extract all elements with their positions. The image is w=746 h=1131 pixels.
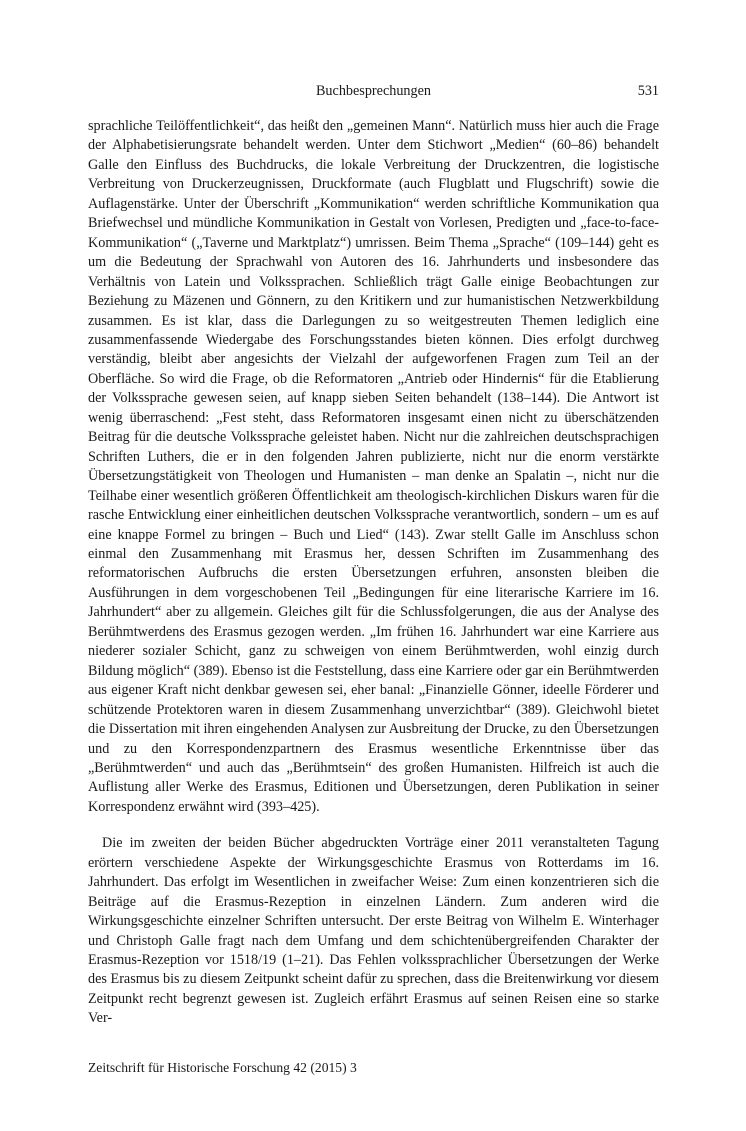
paragraph: Die im zweiten der beiden Bücher abgedruckten Vorträge einer 2011 veranstalteten Tagung erörtern verschiedene Aspekte der Wirkungsgeschichte Erasmus von Rotterdams im 16. Jahrhundert. Das erfolgt im Wesentlichen in zweifacher Weise: Zum einen konzentrieren sich die Beiträge auf die Erasmus-Rezeption in einzelnen Ländern. Zum anderen wird die Wirkungsgeschichte einzelner Schriften untersucht. Der erste Beitrag von Wilhelm E. Winterhager und Christoph Galle fragt nach dem Umfang und dem schichtenübergreifenden Charakter der Erasmus-Rezeption vor 1518/19 (1–21). Das Fehlen volkssprachlicher Übersetzungen der Werke des Erasmus bis zu diesem Zeitpunkt scheint dafür zu sprechen, dass die Breitenwirkung vor diesem Zeitpunkt recht begrenzt gewesen ist. Zugleich erfährt Erasmus auf seinen Reisen eine so starke Ver- — [88, 835, 659, 1027]
body-text — [88, 117, 659, 1029]
paragraph: sprachliche Teilöffentlichkeit“, das heißt den „gemeinen Mann“. Natürlich muss hier auch die Frage der Alphabetisierungsrate behandelt werden. Unter dem Stichwort „Medien“ (60–86) behandelt Galle den Einfluss des Buchdrucks, die lokale Verbreitung der Druckzentren, die logistische Verbreitung von Druckerzeugnissen, Druckformate (auch Flugblatt und Flugschrift) sowie die Auflagenstärke. Unter der Überschrift „Kommunikation“ werden schriftliche Kommunikation qua Briefwechsel und mündliche Kommunikation in Gestalt von Vorlesen, Predigten und „face-to-face-Kommunikation“ („Taverne und Marktplatz“) umrissen. Beim Thema „Sprache“ (109–144) geht es um die Bedeutung der Sprachwahl von Autoren des 16. Jahrhunderts und insbesondere das Verhältnis von Latein und Volkssprachen. Schließlich trägt Galle einige Beobachtungen zur Beziehung zu Mäzenen und Gönnern, zu den Kritikern und zur humanistischen Netzwerkbildung zusammen. Es ist klar, dass die Darlegungen zu so weitgestreuten Themen lediglich eine zusammenfassende Wiedergabe des Forschungsstandes bieten können. Dies erfolgt durchweg verständig, bleibt aber angesichts der Vielzahl der aufgeworfenen Fragen zum Teil an der Oberfläche. So wird die Frage, ob die Reformatoren „Antrieb oder Hindernis“ für die Etablierung der Volkssprache gewesen seien, auf knapp sieben Seiten behandelt (138–144). Die Antwort ist wenig überraschend: „Fest steht, dass Reformatoren insgesamt einen nicht zu überschätzenden Beitrag für die deutsche Volkssprache geleistet haben. Nicht nur die zahlreichen deutschsprachigen Schriften Luthers, die er in den folgenden Jahren publizierte, nicht nur die enorm verstärkte Übersetzungstätigkeit von Theologen und Humanisten – man denke an Spalatin –, nicht nur die Teilhabe einer wesentlich größeren Öffentlichkeit am theologisch-kirchlichen Diskurs waren für die rasche Entwicklung einer einheitlichen deutschen Volkssprache verantwortlich, sondern – um es auf eine knappe Formel zu bringen – Buch und Lied“ (143). Zwar stellt Galle im Anschluss schon einmal den Zusammenhang mit Erasmus her, dessen Schriften im Zusammenhang des reformatorischen Aufbruchs die ersten Übersetzungen erfuhren, ansonsten bleiben die Ausführungen in dem vorgeschobenen Teil „Bedingungen für eine literarische Karriere im 16. Jahrhundert“ aber zu allgemein. Gleiches gilt für die Schlussfolgerungen, die aus der Analyse des Berühmtwerdens des Erasmus gezogen werden. „Im frühen 16. Jahrhundert war eine Karriere aus niederer sozialer Schicht, ganz zu schweigen von einem Berühmtwerden, wohl einzig durch Bildung möglich“ (389). Ebenso ist die Feststellung, dass eine Karriere oder gar ein Berühmtwerden aus eigener Kraft nicht denkbar gewesen sei, eher banal: „Finanzielle Gönner, ideelle Förderer und schützende Protektoren waren in diesem Zusammenhang unverzichtbar“ (389). Gleichwohl bietet die Dissertation mit ihren eingehenden Analysen zur Ausbreitung der Drucke, zu den Übersetzungen und zu den Korrespondenzpartnern des Erasmus wesentliche Erkenntnisse über das „Berühmtwerden“ und auch das „Berühmtsein“ des großen Humanisten. Hilfreich ist auch die Auflistung aller Werke des Erasmus, Editionen und Übersetzungen, deren Publikation in seiner Korrespondenz erwähnt wird (393–425). — [88, 118, 659, 815]
journal-footer: Zeitschrift für Historische Forschung 42 (2015) 3 — [88, 1060, 357, 1075]
running-title: Buchbesprechungen — [315, 83, 432, 99]
page-number: 531 — [637, 83, 659, 99]
running-header — [88, 83, 659, 103]
